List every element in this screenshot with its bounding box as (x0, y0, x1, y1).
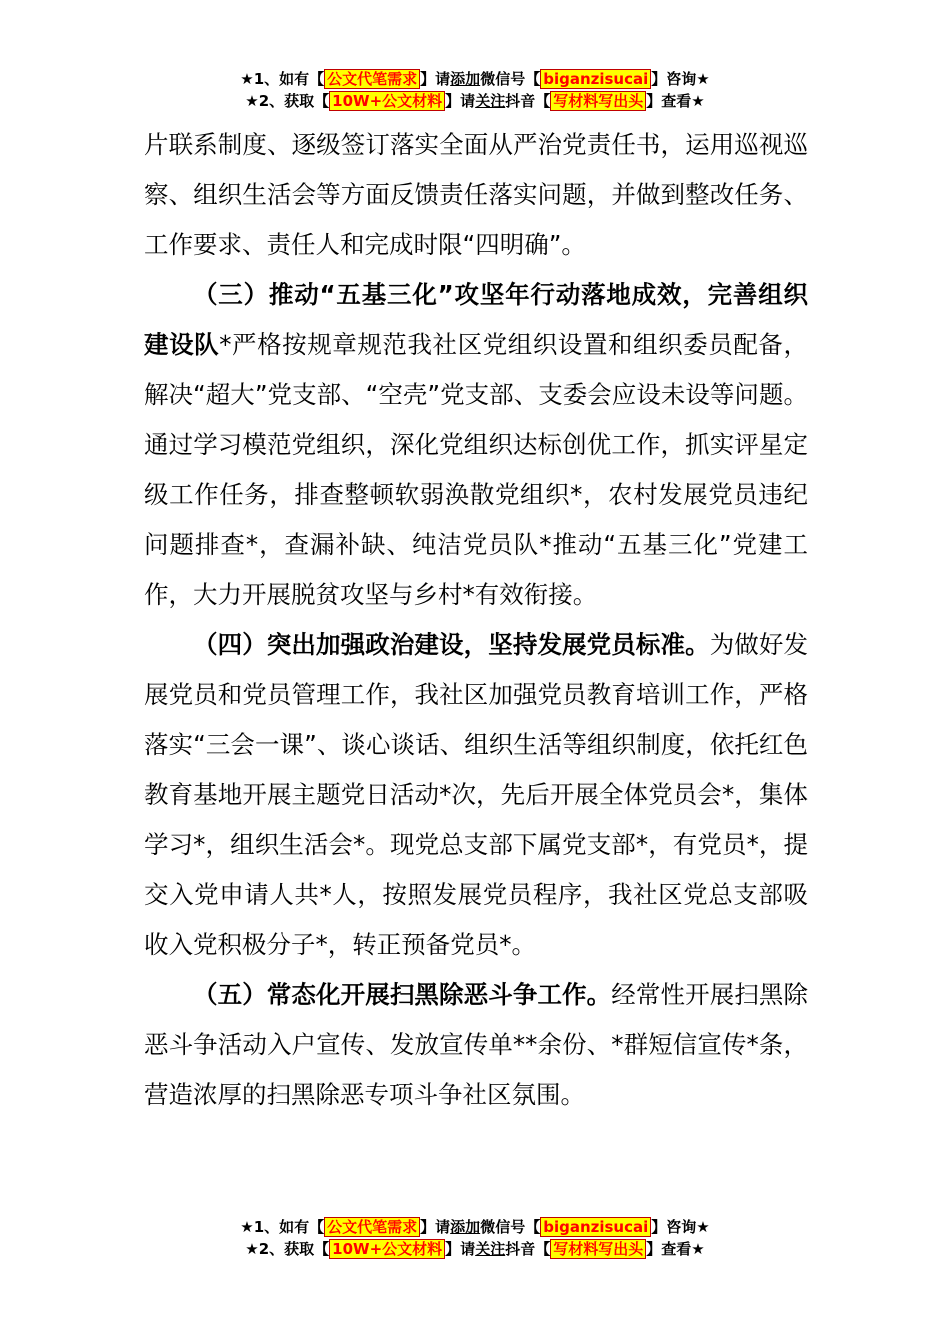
section-heading-5: （五）常态化开展扫黑除恶斗争工作。 (193, 980, 612, 1009)
section-heading-3: （三）推动“五基三化”攻坚年行动落地成效，完善组织建设队 (144, 280, 808, 359)
paragraph-text: 为做好发展党员和党员管理工作，我社区加强党员教育培训工作，严格落实“三会一课”、谈心谈话、组织生活等组织制度，依托红色教育基地开展主题党日活动*次，先后开展全体党员会*，集体学习*，组织生活会*。现党总支部下属党支部*，有党员*，提交入党申请人共*人，按照发展党员程序，我社区党总支部吸收入党积极分子*，转正预备党员*。 (144, 630, 808, 959)
banner-text: 】请 (445, 1240, 476, 1258)
document-body (144, 120, 808, 1120)
banner-line-2 (0, 90, 950, 112)
banner-text: 1、如有【 (253, 70, 325, 88)
paragraph-anti-crime (144, 970, 808, 1120)
underline-follow: 关注 (475, 92, 506, 110)
paragraph-organization (144, 270, 808, 620)
section-heading-4: （四）突出加强政治建设，坚持发展党员标准。 (193, 630, 710, 659)
highlight-wechat-id: biganzisucai (540, 1217, 651, 1237)
star-icon: ★ (245, 1240, 259, 1258)
banner-text: 】请 (420, 70, 451, 88)
highlight-materials: 10W+公文材料 (329, 1239, 445, 1259)
banner-text: 】请 (445, 92, 476, 110)
underline-follow: 关注 (475, 1240, 506, 1258)
banner-text: 2、获取【 (258, 92, 330, 110)
star-icon: ★ (691, 1240, 705, 1258)
banner-text: 抖音【 (505, 1240, 551, 1258)
highlight-wechat-id: biganzisucai (540, 69, 651, 89)
paragraph-text: 经常性开展扫黑除恶斗争活动入户宣传、发放宣传单**余份、*群短信宣传*条，营造浓厚的扫黑除恶专项斗争社区氛围。 (144, 980, 809, 1109)
underline-add: 添加 (450, 1218, 481, 1236)
star-icon: ★ (691, 92, 705, 110)
header-banner (0, 68, 950, 112)
underline-add: 添加 (450, 70, 481, 88)
banner-text: 1、如有【 (253, 1218, 325, 1236)
highlight-douyin-id: 写材料写出头 (550, 91, 646, 111)
banner-text: 】咨询 (651, 70, 697, 88)
banner-text: 】查看 (646, 1240, 692, 1258)
star-icon: ★ (240, 70, 254, 88)
star-icon: ★ (696, 1218, 710, 1236)
banner-text: 2、获取【 (258, 1240, 330, 1258)
star-icon: ★ (240, 1218, 254, 1236)
star-icon: ★ (245, 92, 259, 110)
star-icon: ★ (696, 70, 710, 88)
highlight-materials: 10W+公文材料 (329, 91, 445, 111)
banner-text: 】咨询 (651, 1218, 697, 1236)
paragraph-text: *严格按规章规范我社区党组织设置和组织委员配备，解决“超大”党支部、“空壳”党支部、支委会应设未设等问题。通过学习模范党组织，深化党组织达标创优工作，抓实评星定级工作任务，排查整顿软弱涣散党组织*，农村发展党员违纪问题排查*，查漏补缺、纯洁党员队*推动“五基三化”党建工作，大力开展脱贫攻坚与乡村*有效衔接。 (144, 330, 808, 609)
highlight-service: 公文代笔需求 (324, 69, 420, 89)
banner-text: 微信号【 (480, 70, 541, 88)
banner-text: 微信号【 (480, 1218, 541, 1236)
banner-line-2 (0, 1238, 950, 1260)
banner-text: 】请 (420, 1218, 451, 1236)
footer-banner (0, 1216, 950, 1260)
banner-line-1 (0, 1216, 950, 1238)
paragraph-party-members (144, 620, 808, 970)
banner-line-1 (0, 68, 950, 90)
highlight-service: 公文代笔需求 (324, 1217, 420, 1237)
banner-text: 抖音【 (505, 92, 551, 110)
highlight-douyin-id: 写材料写出头 (550, 1239, 646, 1259)
paragraph-responsibility: 片联系制度、逐级签订落实全面从严治党责任书，运用巡视巡察、组织生活会等方面反馈责任落实问题，并做到整改任务、工作要求、责任人和完成时限“四明确”。 (144, 130, 808, 259)
banner-text: 】查看 (646, 92, 692, 110)
